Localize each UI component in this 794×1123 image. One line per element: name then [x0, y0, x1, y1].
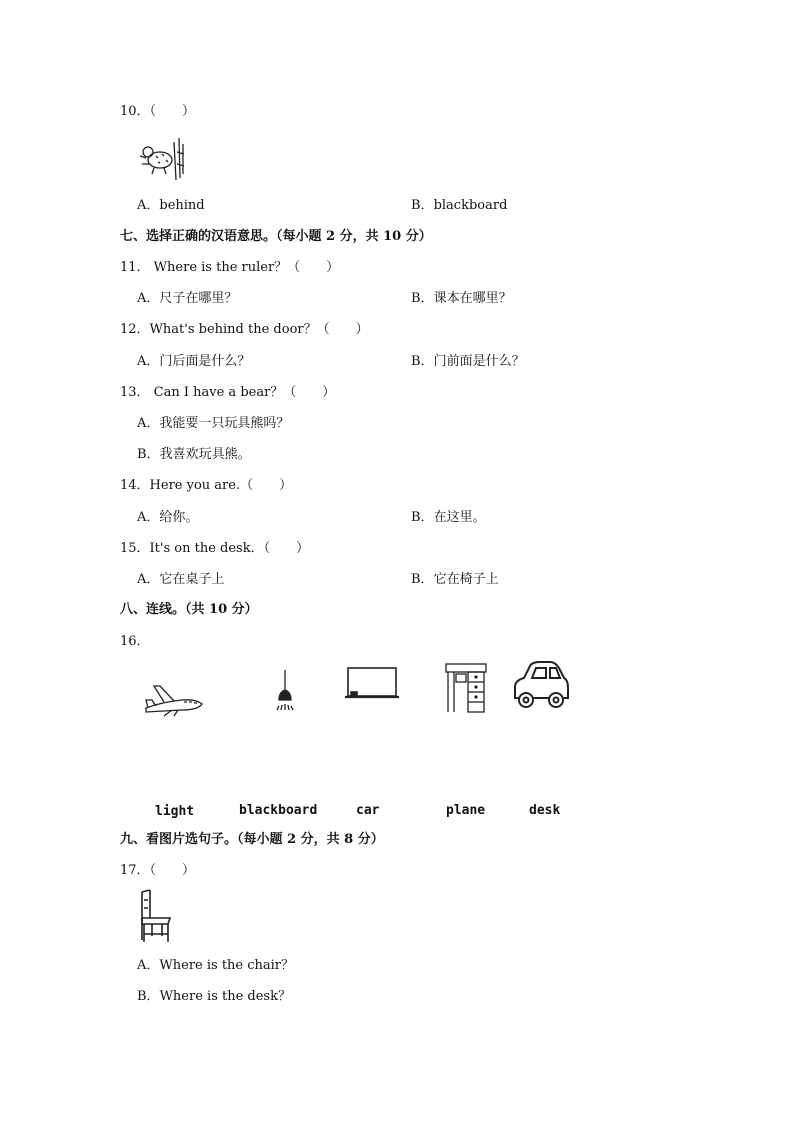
q11-option-b[interactable]: B．课本在哪里？: [411, 291, 512, 306]
behind-picture-icon: [136, 134, 188, 182]
word-light[interactable]: light: [155, 804, 195, 819]
q10-option-b[interactable]: B．blackboard: [411, 198, 508, 213]
car-icon[interactable]: [512, 660, 570, 710]
q12-option-b[interactable]: B．门前面是什么？: [411, 354, 525, 369]
q15-option-a[interactable]: A．它在桌子上: [137, 572, 225, 587]
lamp-icon[interactable]: [275, 670, 295, 718]
word-car[interactable]: car: [356, 803, 380, 818]
q16-stem: 16．: [120, 634, 150, 649]
section-7-title: 七、选择正确的汉语意思。（每小题 2 分，共 10 分）: [120, 229, 432, 244]
section-9-title: 九、看图片选句子。（每小题 2 分，共 8 分）: [120, 832, 384, 847]
q10-option-a[interactable]: A．behind: [137, 198, 205, 213]
plane-icon[interactable]: [142, 680, 206, 716]
q15-option-b[interactable]: B．它在椅子上: [411, 572, 499, 587]
q13-option-a[interactable]: A．我能要一只玩具熊吗？: [137, 416, 290, 431]
q12-stem: 12．What's behind the door？（ ）: [120, 322, 369, 337]
chair-icon: [138, 888, 174, 944]
q13-option-b[interactable]: B．我喜欢玩具熊。: [137, 447, 251, 462]
q15-stem: 15．It's on the desk．（ ）: [120, 541, 310, 556]
q11-option-a[interactable]: A．尺子在哪里？: [137, 291, 238, 306]
q14-stem: 14．Here you are.（ ）: [120, 478, 293, 493]
q17-stem: 17．（ ）: [120, 863, 196, 878]
word-plane[interactable]: plane: [446, 803, 486, 818]
q12-option-a[interactable]: A．门后面是什么？: [137, 354, 251, 369]
word-desk[interactable]: desk: [529, 803, 561, 818]
section-8-title: 八、连线。（共 10 分）: [120, 602, 258, 617]
desk-icon[interactable]: [444, 662, 488, 714]
q10-stem: 10．（ ）: [120, 104, 196, 119]
q13-stem: 13． Can I have a bear？（ ）: [120, 385, 336, 400]
blackboard-icon[interactable]: [345, 665, 399, 701]
q14-option-b[interactable]: B．在这里。: [411, 510, 486, 525]
q17-option-a[interactable]: A．Where is the chair？: [137, 958, 295, 973]
q17-option-b[interactable]: B．Where is the desk？: [137, 989, 291, 1004]
q11-stem: 11． Where is the ruler？（ ）: [120, 260, 340, 275]
word-blackboard[interactable]: blackboard: [239, 803, 318, 818]
q14-option-a[interactable]: A．给你。: [137, 510, 199, 525]
